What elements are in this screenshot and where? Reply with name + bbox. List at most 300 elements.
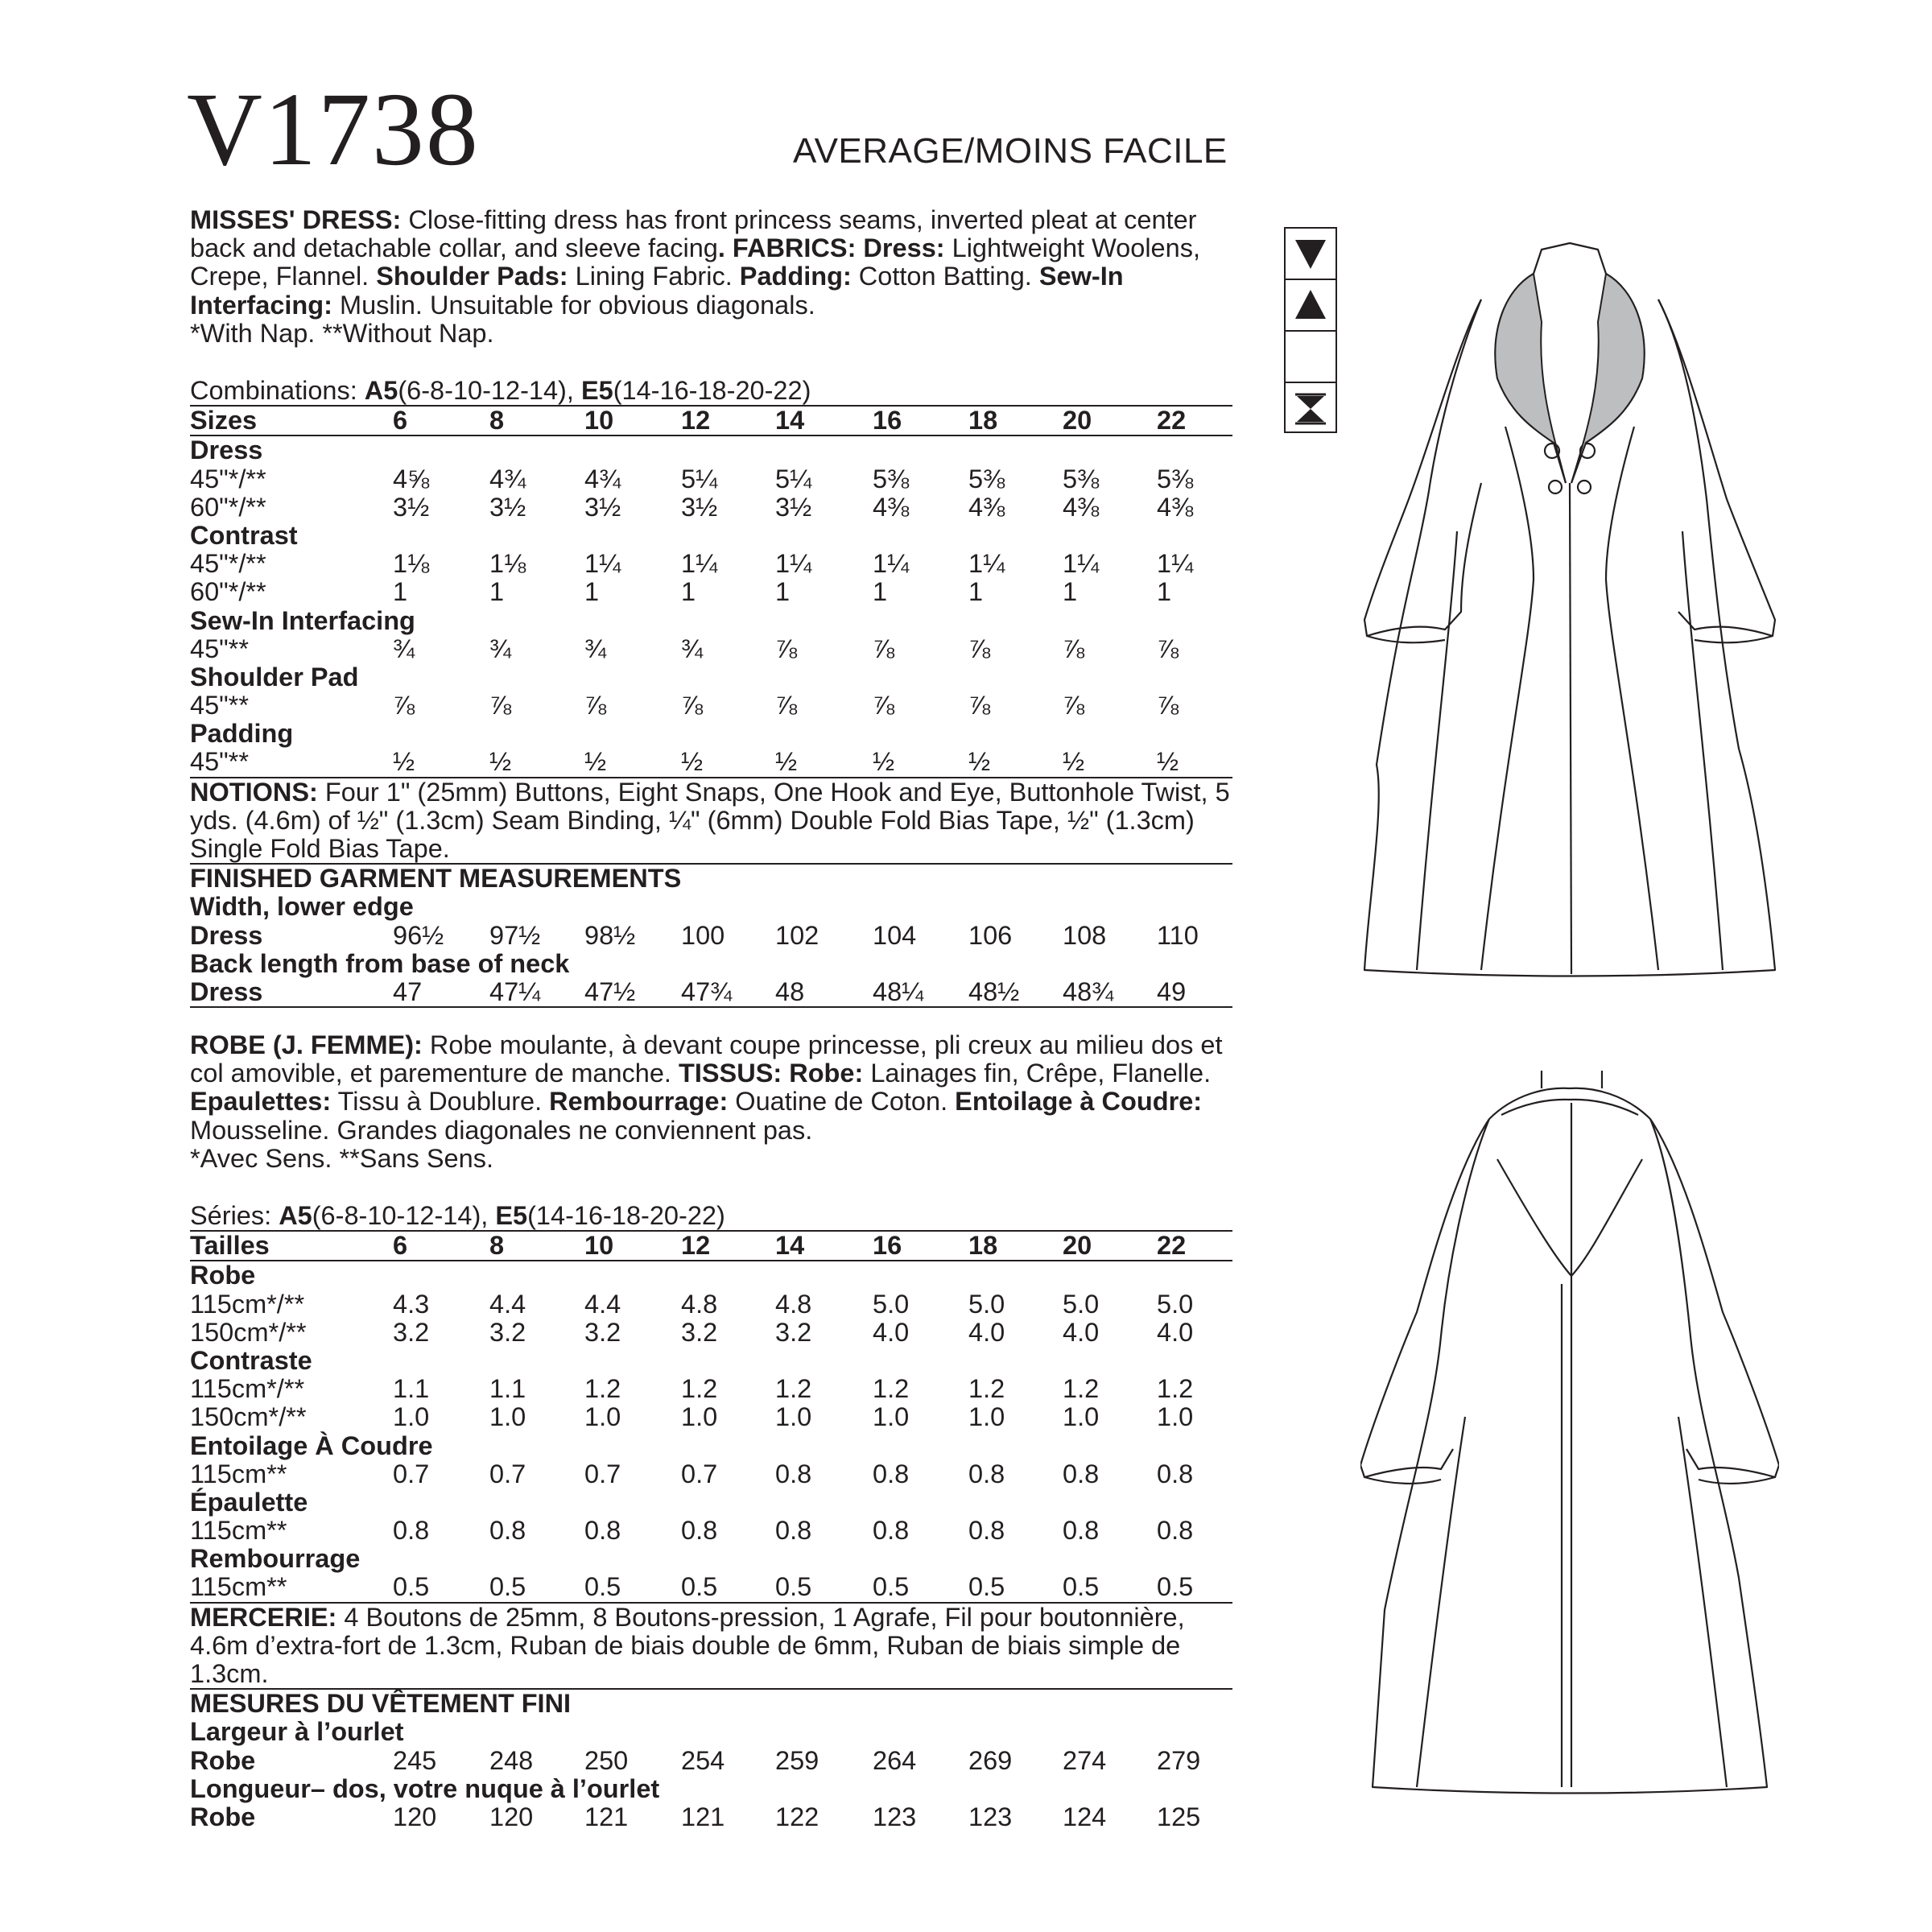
table-cell: 4.8 xyxy=(681,1289,718,1319)
combinations-label: Séries: xyxy=(190,1201,279,1231)
table-cell: 4.8 xyxy=(775,1289,812,1319)
size-header-cell: 20 xyxy=(1063,406,1092,436)
row-label: 150cm*/** xyxy=(190,1317,307,1347)
size-header-cell: 22 xyxy=(1157,1231,1187,1261)
fabric-section-title xyxy=(190,607,1232,635)
table-cell: 47¾ xyxy=(681,977,733,1007)
table-cell: 0.8 xyxy=(968,1516,1005,1546)
description-bold: . FABRICS: Dress: xyxy=(717,233,945,263)
size-header-cell: 10 xyxy=(584,1231,614,1261)
table-row xyxy=(190,1460,1232,1488)
combo-a-sizes: (6-8-10-12-14), xyxy=(398,376,581,406)
table-cell: 4⅜ xyxy=(1063,492,1100,522)
size-header-cell: 6 xyxy=(393,406,408,436)
size-header-cell: 8 xyxy=(489,1231,505,1261)
table-cell: 1 xyxy=(584,577,600,607)
table-cell: 4⅜ xyxy=(968,492,1005,522)
table-cell: 0.8 xyxy=(775,1459,812,1488)
table-cell: ½ xyxy=(968,747,991,777)
hourglass-icon xyxy=(1286,383,1335,433)
table-cell: 1¼ xyxy=(1157,549,1194,579)
table-cell: 0.7 xyxy=(681,1459,718,1488)
fabric-section-title xyxy=(190,522,1232,550)
table-cell: 123 xyxy=(873,1802,917,1832)
table-cell: 0.8 xyxy=(775,1516,812,1546)
size-header-cell: 6 xyxy=(393,1231,408,1261)
hourglass-cell xyxy=(1286,383,1335,435)
table-cell: 4.3 xyxy=(393,1289,430,1319)
table-row xyxy=(190,1290,1232,1319)
width-title: Width, lower edge xyxy=(190,892,414,922)
notions-label: NOTIONS: xyxy=(190,777,318,807)
description-text: Lainages fin, Crêpe, Flanelle. xyxy=(863,1059,1212,1088)
table-cell: 4.0 xyxy=(1063,1317,1100,1347)
length-title: Longueur– dos, votre nuque à l’ourlet xyxy=(190,1773,660,1803)
table-cell: ⅞ xyxy=(968,691,991,720)
table-cell: 100 xyxy=(681,920,725,950)
difficulty-label: AVERAGE/MOINS FACILE xyxy=(793,131,1228,171)
table-cell: 4.0 xyxy=(968,1317,1005,1347)
description-bold: Shoulder Pads: xyxy=(376,262,568,291)
table-cell: 123 xyxy=(968,1802,1013,1832)
table-cell: 3½ xyxy=(681,492,718,522)
width-title: Largeur à l’ourlet xyxy=(190,1717,404,1747)
table-cell: 1.0 xyxy=(1063,1402,1100,1432)
table-cell: 0.8 xyxy=(681,1516,718,1546)
spacer xyxy=(190,348,1232,377)
table-cell: 4.4 xyxy=(584,1289,621,1319)
table-cell: 0.8 xyxy=(873,1516,910,1546)
dress-back-illustration xyxy=(1360,1071,1779,1795)
table-cell: 47¼ xyxy=(489,977,541,1007)
table-cell: 3½ xyxy=(584,492,621,522)
table-cell: 125 xyxy=(1157,1802,1201,1832)
table-cell: 121 xyxy=(584,1802,629,1832)
table-cell: 0.5 xyxy=(489,1572,526,1602)
table-cell: 1.2 xyxy=(1063,1374,1100,1404)
table-cell: 48½ xyxy=(968,977,1020,1007)
table-cell: 3.2 xyxy=(681,1317,718,1347)
spacer xyxy=(190,1173,1232,1202)
table-cell: 1 xyxy=(681,577,696,607)
table-cell: 1.2 xyxy=(968,1374,1005,1404)
table-cell: 110 xyxy=(1157,920,1199,950)
arrow-up-icon xyxy=(1286,280,1335,330)
table-cell: ½ xyxy=(775,747,798,777)
table-cell: 4⅜ xyxy=(873,492,910,522)
sizes-header-row xyxy=(190,407,1232,435)
table-cell: 1.0 xyxy=(393,1402,430,1432)
table-row xyxy=(190,1403,1232,1431)
french-section xyxy=(190,1031,1232,1831)
section-label: Dress xyxy=(190,436,263,465)
description-paragraph xyxy=(190,206,1232,320)
table-cell: 122 xyxy=(775,1802,819,1832)
description-text: Robe moulante, à devant coupe princesse, pli creux au milieu dos et col amovible, et parementure de manche. xyxy=(190,1030,1223,1088)
combinations-label: Combinations: xyxy=(190,376,365,406)
table-cell: ¾ xyxy=(681,634,704,663)
table-cell: 3.2 xyxy=(584,1317,621,1347)
table-cell: 0.8 xyxy=(1063,1459,1100,1488)
table-cell: 120 xyxy=(393,1802,437,1832)
table-cell: 0.5 xyxy=(775,1572,812,1602)
table-cell: 279 xyxy=(1157,1745,1201,1775)
table-cell: 102 xyxy=(775,920,819,950)
row-label: 150cm*/** xyxy=(190,1402,307,1432)
combo-e-sizes: (14-16-18-20-22) xyxy=(527,1201,725,1231)
table-cell: 47 xyxy=(393,977,423,1007)
size-header-cell: 8 xyxy=(489,406,505,436)
row-label: 45"** xyxy=(190,747,249,777)
table-cell: ½ xyxy=(584,747,607,777)
table-cell: 0.5 xyxy=(681,1572,718,1602)
table-cell: 4¾ xyxy=(489,464,526,493)
table-cell: ¾ xyxy=(489,634,512,663)
table-cell: ⅞ xyxy=(681,691,704,720)
finished-measurements-title xyxy=(190,1690,1232,1718)
table-cell: 47½ xyxy=(584,977,636,1007)
section-label: Padding xyxy=(190,719,294,749)
combo-e: E5 xyxy=(495,1201,528,1231)
table-cell: 97½ xyxy=(489,920,541,950)
table-cell: ⅞ xyxy=(393,691,415,720)
table-cell: 0.8 xyxy=(1157,1459,1194,1488)
arrow-down-icon xyxy=(1286,229,1335,279)
table-cell: ½ xyxy=(873,747,895,777)
nap-note: *Avec Sens. **Sans Sens. xyxy=(190,1143,493,1173)
description-bold: Padding: xyxy=(739,262,852,291)
table-cell: 1¼ xyxy=(873,549,910,579)
description-text: Lightweight Woolens, Crepe, Flannel. xyxy=(190,233,1200,291)
description-bold: ROBE (J. FEMME): xyxy=(190,1030,423,1059)
row-label: 60"*/** xyxy=(190,577,266,607)
section-label: Épaulette xyxy=(190,1487,308,1517)
sizes-label: Sizes xyxy=(190,406,258,436)
table-cell: 1¼ xyxy=(584,549,621,579)
table-cell: ⅞ xyxy=(1063,691,1085,720)
table-cell: 3½ xyxy=(775,492,812,522)
notions-paragraph xyxy=(190,1604,1232,1689)
section-label: Contraste xyxy=(190,1345,312,1375)
table-cell: 1.2 xyxy=(775,1374,812,1404)
combo-a: A5 xyxy=(364,376,398,406)
row-label: 115cm** xyxy=(190,1572,287,1602)
table-row xyxy=(190,578,1232,606)
table-cell: 121 xyxy=(681,1802,725,1832)
table-row xyxy=(190,1375,1232,1403)
combo-e-sizes: (14-16-18-20-22) xyxy=(613,376,811,406)
section-label: Entoilage À Coudre xyxy=(190,1430,433,1460)
table-row xyxy=(190,1747,1232,1775)
table-cell: 1¼ xyxy=(1063,549,1100,579)
size-header-cell: 18 xyxy=(968,1231,998,1261)
table-cell: 1.0 xyxy=(775,1402,812,1432)
table-cell: 104 xyxy=(873,920,917,950)
size-header-cell: 16 xyxy=(873,406,902,436)
row-label: 45"*/** xyxy=(190,464,266,493)
table-cell: 5¼ xyxy=(775,464,812,493)
table-row xyxy=(190,748,1232,776)
description-text: Close-fitting dress has front princess seams, inverted pleat at center back and detachable collar, and sleeve facing xyxy=(190,205,1197,263)
table-cell: 1 xyxy=(489,577,505,607)
fabric-section-title xyxy=(190,720,1232,748)
row-label: Dress xyxy=(190,920,263,950)
section-label: Shoulder Pad xyxy=(190,662,359,691)
table-cell: ½ xyxy=(489,747,512,777)
table-cell: 1.0 xyxy=(489,1402,526,1432)
table-cell: 1¼ xyxy=(681,549,718,579)
row-label: Robe xyxy=(190,1802,256,1832)
nap-note: *With Nap. **Without Nap. xyxy=(190,318,494,348)
table-cell: 5⅜ xyxy=(873,464,910,493)
table-cell: 48 xyxy=(775,977,805,1007)
table-cell: 3½ xyxy=(489,492,526,522)
length-title-row xyxy=(190,1775,1232,1803)
size-symbol-box xyxy=(1284,227,1337,433)
table-cell: 4⅜ xyxy=(1157,492,1194,522)
table-cell: 1.2 xyxy=(681,1374,718,1404)
size-header-cell: 12 xyxy=(681,1231,711,1261)
notions-paragraph xyxy=(190,778,1232,864)
section-label: Robe xyxy=(190,1261,256,1290)
description-bold: MISSES' DRESS: xyxy=(190,205,402,234)
arrow-down-cell xyxy=(1286,229,1335,280)
table-cell: 4¾ xyxy=(584,464,621,493)
width-title-row xyxy=(190,1718,1232,1746)
table-row xyxy=(190,691,1232,720)
table-cell: 0.8 xyxy=(584,1516,621,1546)
row-label: 115cm** xyxy=(190,1516,287,1546)
table-row xyxy=(190,550,1232,578)
size-header-cell: 12 xyxy=(681,406,711,436)
table-row xyxy=(190,1517,1232,1545)
table-cell: 1 xyxy=(393,577,408,607)
description-bold: Epaulettes: xyxy=(190,1087,332,1117)
table-cell: 1⅛ xyxy=(393,549,430,579)
table-cell: 124 xyxy=(1063,1802,1107,1832)
length-title-row xyxy=(190,950,1232,978)
table-row xyxy=(190,493,1232,522)
row-label: 45"** xyxy=(190,691,249,720)
description-bold: TISSUS: Robe: xyxy=(679,1059,864,1088)
notions-text: 4 Boutons de 25mm, 8 Boutons-pression, 1 Agrafe, Fil pour boutonnière, 4.6m d’extra-fort de 1.3cm, Ruban de biais double de 6mm, Ruban de biais simple de 1.3cm. xyxy=(190,1602,1185,1689)
row-label: Dress xyxy=(190,977,263,1007)
length-title: Back length from base of neck xyxy=(190,948,570,978)
size-header-cell: 10 xyxy=(584,406,614,436)
table-cell: 4.0 xyxy=(1157,1317,1194,1347)
table-cell: ⅞ xyxy=(1157,634,1179,663)
table-cell: 0.7 xyxy=(489,1459,526,1488)
table-cell: 1 xyxy=(1157,577,1172,607)
table-cell: 1.0 xyxy=(968,1402,1005,1432)
description-paragraph xyxy=(190,1031,1232,1145)
table-cell: 5¼ xyxy=(681,464,718,493)
table-cell: 254 xyxy=(681,1745,725,1775)
table-cell: 3.2 xyxy=(489,1317,526,1347)
notions-text: Four 1" (25mm) Buttons, Eight Snaps, One Hook and Eye, Buttonhole Twist, 5 yds. (4.6m) of ½" (1.3cm) Seam Binding, ¼" (6mm) Double Fold Bias Tape, ½" (1.3cm) Single Fold Bias Tape. xyxy=(190,777,1230,864)
table-cell: ⅞ xyxy=(775,634,798,663)
pattern-number: V1738 xyxy=(187,72,480,188)
fabric-section-title xyxy=(190,1347,1232,1375)
combo-e: E5 xyxy=(580,376,613,406)
row-label: 115cm*/** xyxy=(190,1374,305,1404)
table-cell: 0.8 xyxy=(489,1516,526,1546)
description-text: Ouatine de Coton. xyxy=(728,1087,956,1117)
fabric-section-title xyxy=(190,436,1232,464)
table-cell: 4.4 xyxy=(489,1289,526,1319)
table-cell: 5.0 xyxy=(1063,1289,1100,1319)
description-bold: Rembourrage: xyxy=(549,1087,729,1117)
table-cell: 5.0 xyxy=(1157,1289,1194,1319)
sizes-header-row xyxy=(190,1232,1232,1260)
finished-title: MESURES DU VÊTEMENT FINI xyxy=(190,1689,572,1719)
table-cell: 120 xyxy=(489,1802,534,1832)
width-title-row xyxy=(190,893,1232,921)
sizes-label: Tailles xyxy=(190,1231,270,1261)
fabric-section-title xyxy=(190,1432,1232,1460)
table-row xyxy=(190,1573,1232,1601)
table-cell: 0.7 xyxy=(584,1459,621,1488)
table-cell: 49 xyxy=(1157,977,1187,1007)
table-cell: ½ xyxy=(393,747,415,777)
table-cell: 0.8 xyxy=(1157,1516,1194,1546)
table-cell: 1.2 xyxy=(873,1374,910,1404)
english-section xyxy=(190,206,1232,1008)
combinations-line xyxy=(190,377,1232,405)
table-cell: 0.5 xyxy=(393,1572,430,1602)
fabric-section-title xyxy=(190,1545,1232,1573)
description-bold: Sew-In Interfacing: xyxy=(190,262,1124,320)
table-row xyxy=(190,978,1232,1006)
row-label: 115cm*/** xyxy=(190,1289,305,1319)
table-row xyxy=(190,1803,1232,1831)
table-cell: 0.5 xyxy=(1063,1572,1100,1602)
row-label: Robe xyxy=(190,1745,256,1775)
size-header-cell: 16 xyxy=(873,1231,902,1261)
table-cell: 0.5 xyxy=(1157,1572,1194,1602)
table-cell: 0.7 xyxy=(393,1459,430,1488)
table-cell: 264 xyxy=(873,1745,917,1775)
table-cell: 48¼ xyxy=(873,977,924,1007)
table-cell: 5⅜ xyxy=(968,464,1005,493)
table-row xyxy=(190,1319,1232,1347)
table-cell: 4⅝ xyxy=(393,464,430,493)
table-cell: 106 xyxy=(968,920,1013,950)
description-bold: Entoilage à Coudre: xyxy=(955,1087,1203,1117)
table-cell: ⅞ xyxy=(968,634,991,663)
table-cell: ½ xyxy=(681,747,704,777)
table-cell: 274 xyxy=(1063,1745,1107,1775)
table-cell: ½ xyxy=(1063,747,1085,777)
table-cell: 1 xyxy=(873,577,888,607)
table-cell: ¾ xyxy=(584,634,607,663)
finished-measurements-title xyxy=(190,865,1232,893)
row-label: 60"*/** xyxy=(190,492,266,522)
table-cell: 0.5 xyxy=(968,1572,1005,1602)
size-header-cell: 14 xyxy=(775,1231,805,1261)
fabric-section-title xyxy=(190,1261,1232,1290)
table-cell: 250 xyxy=(584,1745,629,1775)
table-cell: 1.1 xyxy=(489,1374,526,1404)
table-cell: 108 xyxy=(1063,920,1107,950)
combinations-line xyxy=(190,1202,1232,1230)
section-label: Sew-In Interfacing xyxy=(190,605,415,635)
table-cell: 98½ xyxy=(584,920,636,950)
table-cell: 0.8 xyxy=(1063,1516,1100,1546)
table-cell: 4.0 xyxy=(873,1317,910,1347)
table-cell: 1 xyxy=(775,577,791,607)
table-row xyxy=(190,922,1232,950)
description-text: Lining Fabric. xyxy=(568,262,740,291)
row-label: 45"*/** xyxy=(190,549,266,579)
size-header-cell: 18 xyxy=(968,406,998,436)
table-cell: ⅞ xyxy=(873,691,895,720)
table-cell: 245 xyxy=(393,1745,437,1775)
table-cell: ⅞ xyxy=(873,634,895,663)
table-cell: 48¾ xyxy=(1063,977,1114,1007)
table-cell: 1.0 xyxy=(681,1402,718,1432)
size-header-cell: 14 xyxy=(775,406,805,436)
table-row xyxy=(190,635,1232,663)
table-cell: ⅞ xyxy=(1157,691,1179,720)
description-text: Tissu à Doublure. xyxy=(331,1087,550,1117)
table-cell: 1.2 xyxy=(584,1374,621,1404)
table-cell: 0.8 xyxy=(968,1459,1005,1488)
table-row xyxy=(190,465,1232,493)
section-end-rule xyxy=(190,1006,1232,1008)
arrow-up-cell xyxy=(1286,280,1335,332)
table-cell: 1.0 xyxy=(584,1402,621,1432)
combo-a: A5 xyxy=(279,1201,312,1231)
table-cell: ⅞ xyxy=(775,691,798,720)
row-label: 115cm** xyxy=(190,1459,287,1488)
table-cell: 5⅜ xyxy=(1157,464,1194,493)
description-text: Cotton Batting. xyxy=(851,262,1039,291)
table-cell: ¾ xyxy=(393,634,415,663)
table-cell: 1¼ xyxy=(968,549,1005,579)
table-cell: 5.0 xyxy=(873,1289,910,1319)
fabric-section-title xyxy=(190,663,1232,691)
table-cell: 0.5 xyxy=(873,1572,910,1602)
table-cell: 1¼ xyxy=(775,549,812,579)
description-text: Muslin. Unsuitable for obvious diagonals. xyxy=(332,290,815,320)
table-cell: 0.5 xyxy=(584,1572,621,1602)
table-cell: 1.1 xyxy=(393,1374,430,1404)
notions-label: MERCERIE: xyxy=(190,1602,337,1632)
table-cell: 1⅛ xyxy=(489,549,526,579)
table-cell: 269 xyxy=(968,1745,1013,1775)
table-cell: 3½ xyxy=(393,492,430,522)
table-cell: 3.2 xyxy=(775,1317,812,1347)
table-cell: 1 xyxy=(1063,577,1078,607)
table-cell: 0.8 xyxy=(393,1516,430,1546)
table-cell: 3.2 xyxy=(393,1317,430,1347)
blank-cell xyxy=(1286,332,1335,383)
section-label: Rembourrage xyxy=(190,1544,361,1574)
table-cell: 5⅜ xyxy=(1063,464,1100,493)
finished-title: FINISHED GARMENT MEASUREMENTS xyxy=(190,864,682,894)
size-header-cell: 22 xyxy=(1157,406,1187,436)
table-cell: 0.8 xyxy=(873,1459,910,1488)
table-cell: 1.0 xyxy=(873,1402,910,1432)
description-text: Mousseline. Grandes diagonales ne conviennent pas. xyxy=(190,1115,813,1145)
table-cell: 1.2 xyxy=(1157,1374,1194,1404)
table-cell: ½ xyxy=(1157,747,1179,777)
table-cell: ⅞ xyxy=(489,691,512,720)
row-label: 45"** xyxy=(190,634,249,663)
table-cell: 248 xyxy=(489,1745,534,1775)
table-cell: 5.0 xyxy=(968,1289,1005,1319)
